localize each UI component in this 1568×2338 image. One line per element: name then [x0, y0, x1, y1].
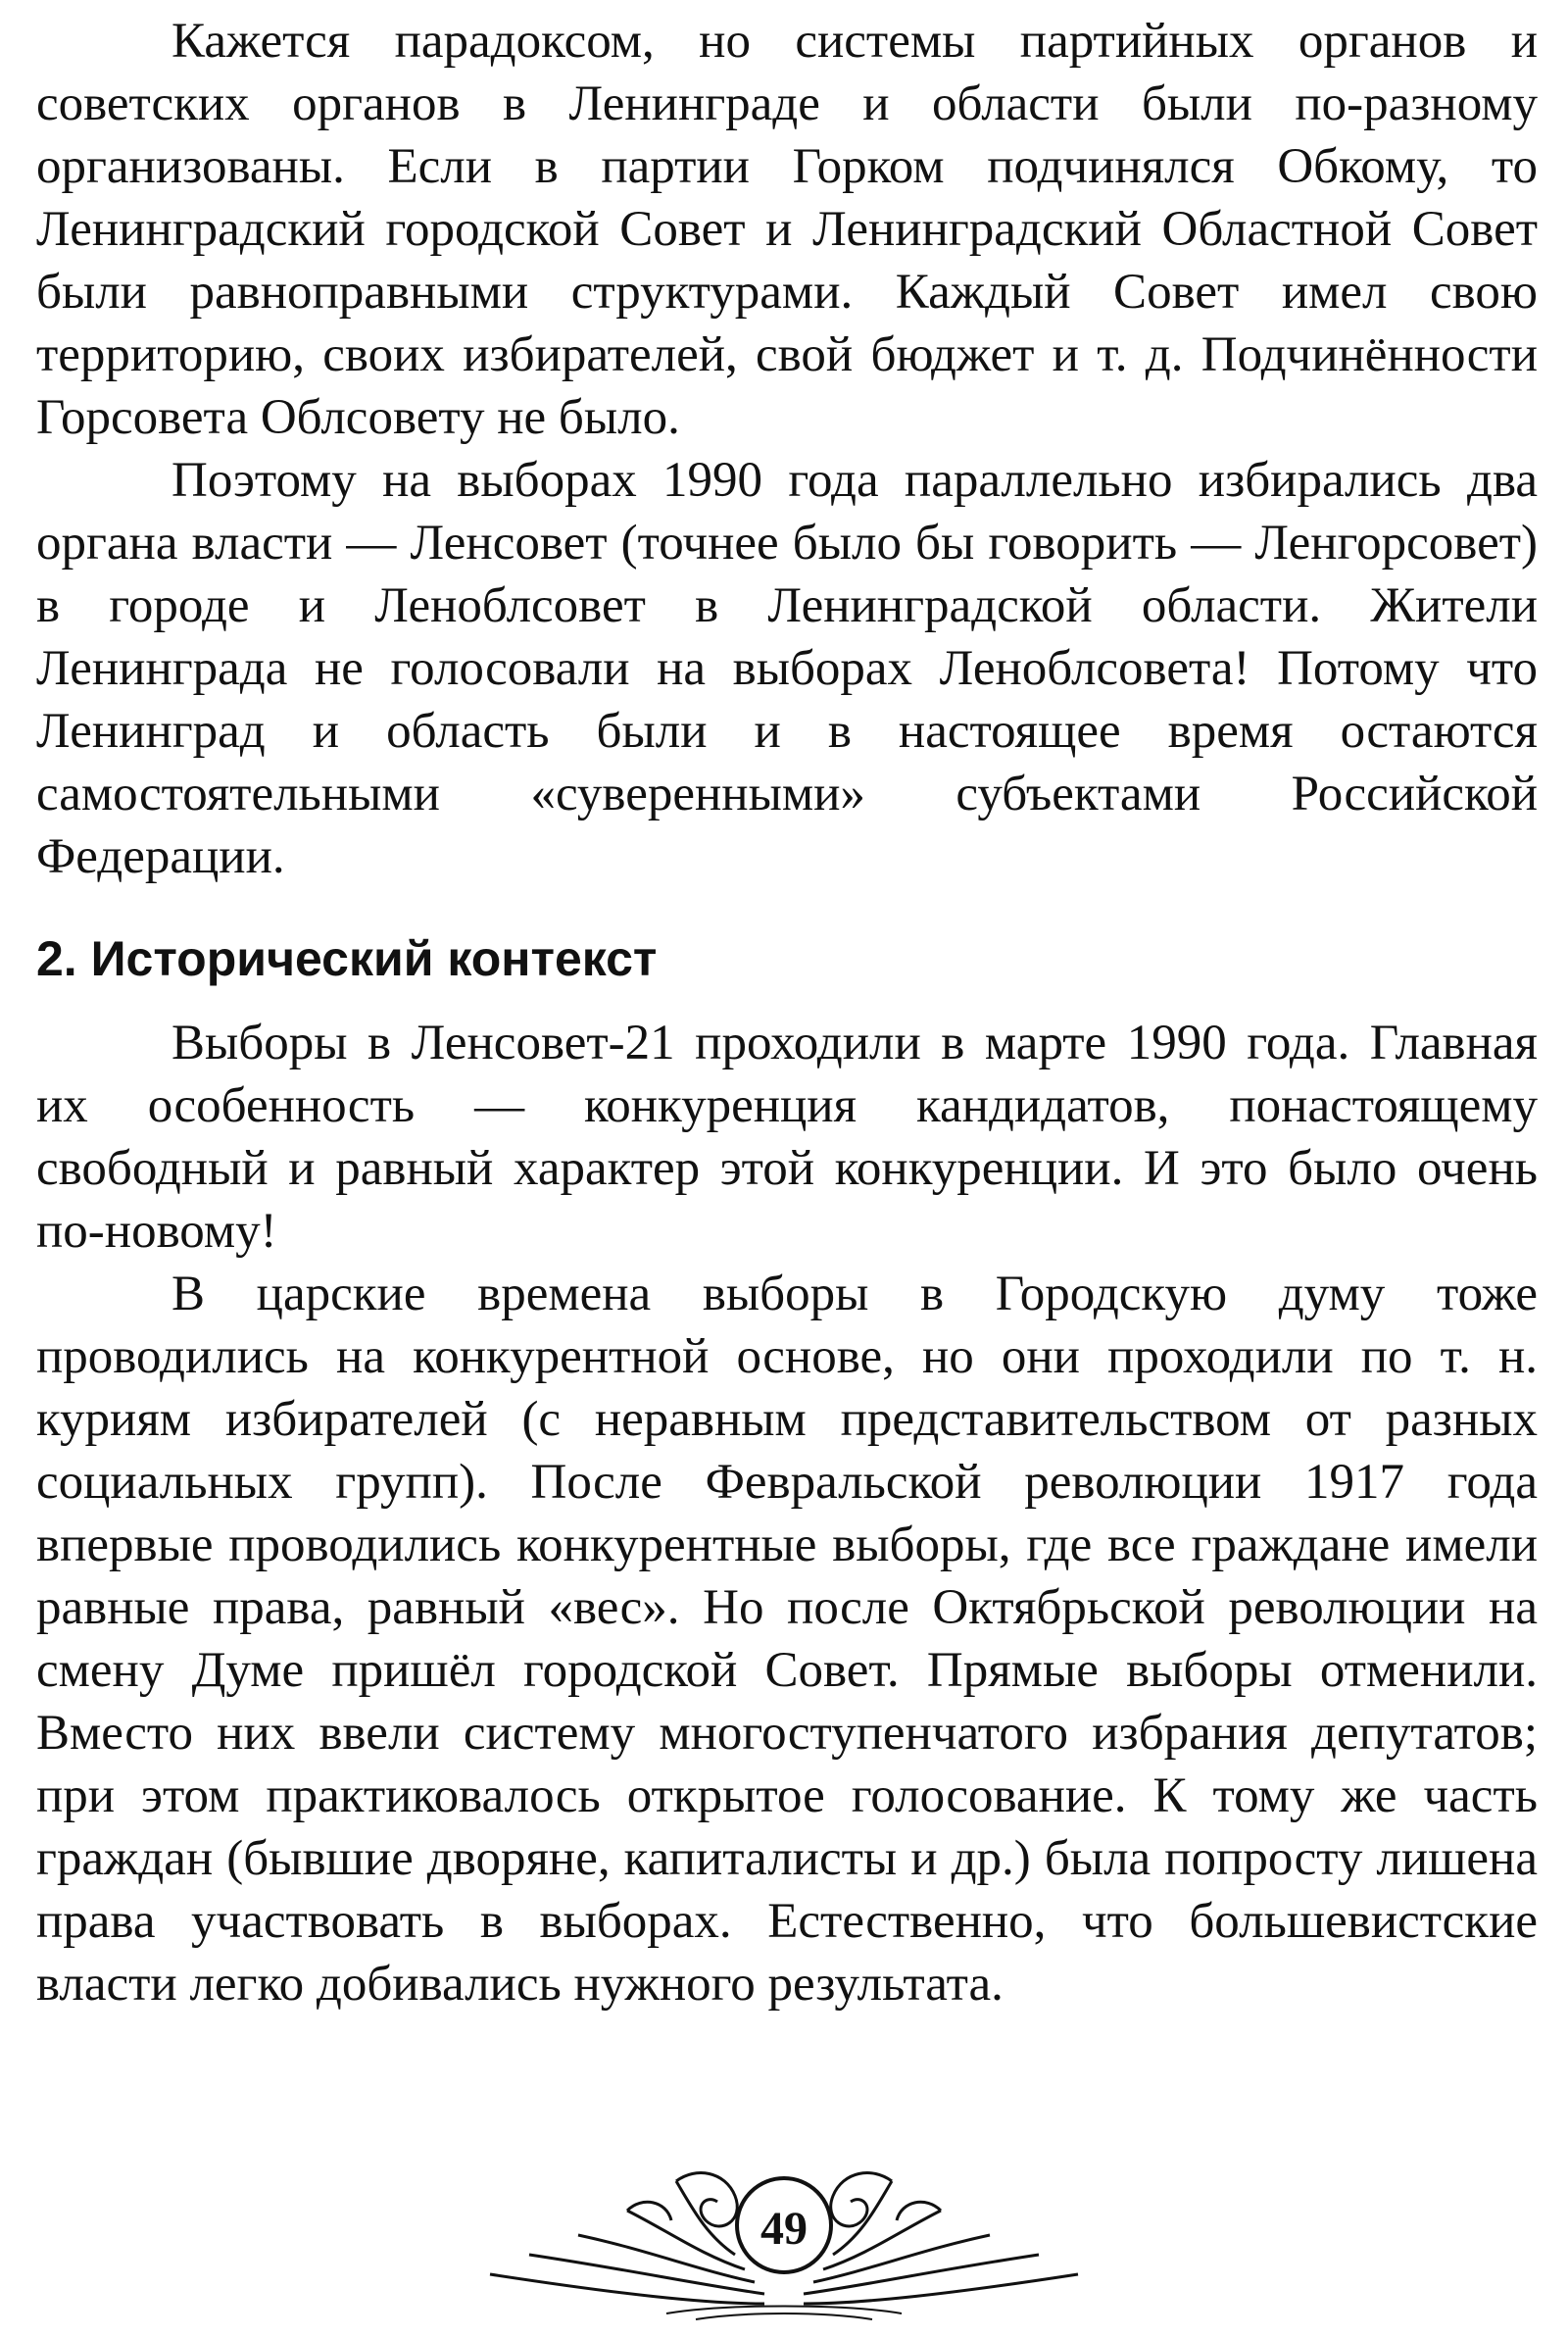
section-heading-historical-context: 2. Исторический контекст [36, 931, 658, 986]
page-body [36, 10, 1538, 2015]
paragraph-1990-elections: Поэтому на выборах 1990 года параллельно избирались два органа власти — Ленсовет (точнее было бы говорить — Ленгорсовет) в городе и Леноблсовет в Ленинградской области. Жители Ленинграда не голосовали на выборах Леноблсовета! Потому что Ленинград и область были и в настоящее время остаются самостоятельными «суверенными» субъектами Российской Федерации. [36, 453, 1538, 884]
paragraph-tsarist-elections: В царские времена выборы в Городскую думу тоже проводились на конкурентной основе, но они проходили по т. н. куриям избирателей (с неравным представительством от разных социальных групп). После Февральской революции 1917 года впервые проводились конкурентные выборы, где все граждане имели равные права, равный «вес». Но после Октябрьской революции на смену Думе пришёл городской Совет. Прямые выборы отменили. Вместо них ввели систему многоступенчатого избрания депутатов; при этом практиковалось открытое голосование. К тому же часть граждан (бывшие дворяне, капиталисты и др.) была попросту лишена права участвовать в выборах. Естественно, что большевистские власти легко добивались нужного результата. [36, 1267, 1538, 2012]
paragraph-party-soviet-systems: Кажется парадоксом, но системы партийных органов и советских органов в Ленинграде и области были по-разному организованы. Если в партии Горком подчинялся Обкому, то Ленинградский городской Совет и Ленинградский Областной Совет были равноправными структурами. Каждый Совет имел свою территорию, своих избирателей, свой бюджет и т. д. Подчинённости Горсовета Облсовету не было. [36, 14, 1538, 445]
paragraph-lensovet-21-elections: Выборы в Ленсовет-21 проходили в марте 1990 года. Главная их особенность — конкуренция кандидатов, понастоящему свободный и равный характер этой конкуренции. И это было очень по-новому! [36, 1016, 1538, 1259]
page-number: 49 [760, 2203, 808, 2255]
